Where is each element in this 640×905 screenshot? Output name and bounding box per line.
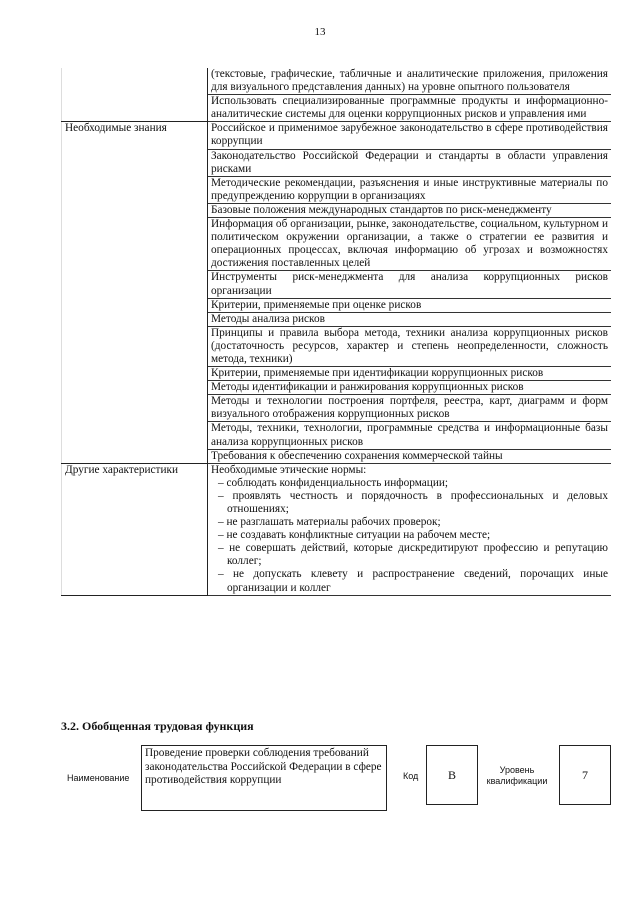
knowledge-item: Критерии, применяемые при идентификации коррупционных рисков — [208, 367, 612, 381]
level-label: Уровень квалификации — [486, 765, 548, 786]
ethics-item: – не допускать клевету и распространение сведений, порочащих иные организации и коллег — [218, 568, 608, 594]
knowledge-item: Базовые положения международных стандартов по риск-менеджменту — [208, 203, 612, 217]
name-label: Наименование — [67, 773, 130, 783]
knowledge-item: Методы анализа рисков — [208, 312, 612, 326]
knowledge-item: Российское и применимое зарубежное законодательство в сфере противодействия коррупции — [208, 122, 612, 149]
ethics-item: – не разглашать материалы рабочих проверок; — [218, 516, 441, 529]
competency-table — [61, 68, 611, 596]
section-title: 3.2. Обобщенная трудовая функция — [61, 719, 254, 733]
labor-function-row — [0, 745, 640, 815]
ethics-item: – не совершать действий, которые дискредитируют профессию и репутацию коллег; — [218, 542, 608, 568]
code-label: Код — [403, 771, 419, 781]
knowledge-item: Инструменты риск-менеджмента для анализа коррупционных рисков организации — [208, 271, 612, 298]
skill-cell: (текстовые, графические, табличные и аналитические приложения, приложения для визуального представления данных) на уровне опытного пользователя — [208, 68, 612, 95]
function-name-box: Проведение проверки соблюдения требований законодательства Российской Федерации в сфере противодействия коррупции — [141, 745, 387, 811]
knowledge-item: Методы и технологии построения портфеля, реестра, карт, диаграмм и форм визуального отображения коррупционных рисков — [208, 395, 612, 422]
knowledge-item: Критерии, применяемые при оценке рисков — [208, 298, 612, 312]
knowledge-item: Требования к обеспечению сохранения коммерческой тайны — [208, 449, 612, 463]
ethics-item: – соблюдать конфиденциальность информации; — [218, 476, 449, 489]
continuation-label-cell — [62, 68, 208, 122]
knowledge-item: Методические рекомендации, разъяснения и иные инструктивные материалы по предупреждению коррупции в организациях — [208, 176, 612, 203]
table-row — [62, 463, 612, 595]
knowledge-item: Методы идентификации и ранжирования коррупционных рисков — [208, 381, 612, 395]
ethics-intro: Необходимые этические нормы: — [211, 463, 367, 476]
skill-cell: Использовать специализированные программные продукты и информационно-аналитические системы для оценки коррупционных рисков и управления ими — [208, 95, 612, 122]
table-row — [62, 68, 612, 95]
knowledge-label: Необходимые знания — [62, 122, 208, 463]
knowledge-item: Информация об организации, рынке, законодательстве, социальном, культурном и политическом окружении организации, а также о стратегии ее развития и операционных процессах, включая информацию об угрозах и возможностях достижения поставленных целей — [208, 218, 612, 271]
ethics-cell — [208, 463, 612, 595]
ethics-item: – проявлять честность и порядочность в профессиональных и деловых отношениях; — [218, 489, 608, 515]
knowledge-item: Принципы и правила выбора метода, техники анализа коррупционных рисков (достаточность ресурсов, характер и степень неопределенности, сложность метода, техники) — [208, 326, 612, 366]
ethics-item: – не создавать конфликтные ситуации на рабочем месте; — [218, 529, 491, 542]
level-value-box: 7 — [559, 745, 611, 805]
page-number: 13 — [314, 26, 326, 38]
table-row — [62, 122, 612, 149]
other-label: Другие характеристики — [62, 463, 208, 595]
knowledge-item: Законодательство Российской Федерации и стандарты в области управления рисками — [208, 149, 612, 176]
code-value-box: B — [426, 745, 478, 805]
knowledge-item: Методы, техники, технологии, программные средства и информационные базы анализа коррупционных рисков — [208, 422, 612, 449]
